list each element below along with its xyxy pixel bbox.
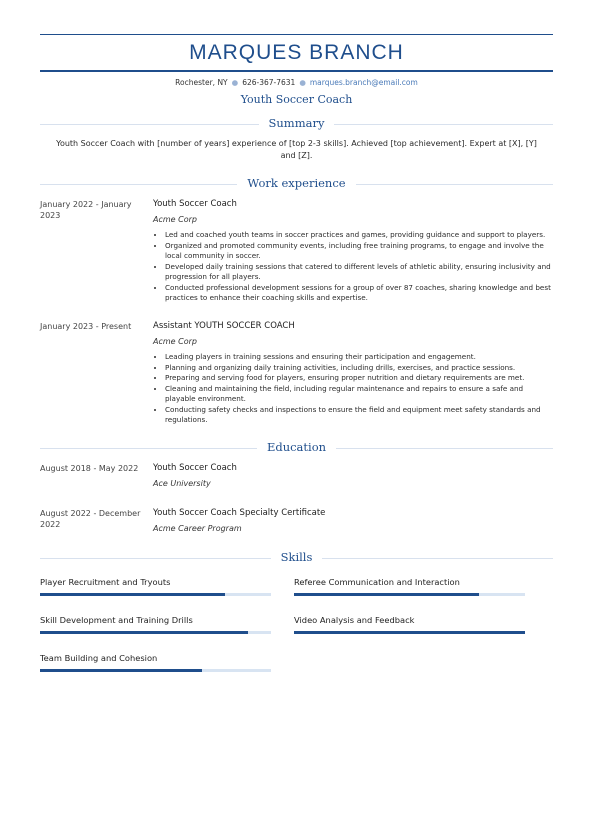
bullet-item: • Led and coached youth teams in soccer practices and games, providing guidance and support to players.	[165, 230, 553, 241]
bullet-item: • Preparing and serving food for players, ensuring proper nutrition and dietary requirements are met.	[165, 373, 553, 384]
entry-date: August 2022 - December 2022	[40, 509, 141, 529]
section-skills	[40, 550, 553, 566]
skill-bar-fill	[294, 631, 525, 634]
skill-item	[40, 615, 271, 634]
skill-item	[40, 577, 271, 596]
entry-title: Assistant YOUTH SOCCER COACH	[153, 321, 295, 331]
skill-bar-fill	[40, 593, 225, 596]
summary-text: Youth Soccer Coach with [number of years] experience of [top 2-3 skills]. Achieved [top achievement]. Expert at [X], [Y] and [Z].	[56, 139, 537, 160]
skill-name: Skill Development and Training Drills	[40, 615, 193, 625]
bullet-item: • Organized and promoted community events, including free training programs, to engage and involve the local community in soccer.	[165, 241, 553, 262]
skill-item	[40, 653, 271, 672]
entry-org: Acme Corp	[153, 215, 197, 224]
top-rule	[40, 34, 553, 35]
headline: Youth Soccer Coach	[240, 93, 353, 106]
section-title: Education	[257, 440, 336, 454]
skill-bar	[40, 631, 271, 634]
bullet-item: • Cleaning and maintaining the field, including regular maintenance and repairs to ensure a safe and playable environment.	[165, 384, 553, 405]
section-title: Summary	[259, 116, 335, 130]
skill-bar	[40, 669, 271, 672]
skill-name: Team Building and Cohesion	[40, 653, 158, 663]
entry-org: Acme Career Program	[153, 524, 242, 533]
skill-bar	[294, 631, 525, 634]
skill-name: Video Analysis and Feedback	[294, 615, 415, 625]
separator-dot: ●	[299, 78, 306, 87]
skill-item	[294, 615, 525, 634]
bullet-list	[153, 230, 553, 304]
bullet-list	[153, 352, 553, 426]
entry-org: Ace University	[153, 479, 211, 488]
section-title: Work experience	[237, 176, 355, 190]
skill-bar	[40, 593, 271, 596]
skill-name: Referee Communication and Interaction	[294, 577, 460, 587]
section-education	[40, 440, 553, 456]
bullet-item: • Leading players in training sessions and ensuring their participation and engagement.	[165, 352, 553, 363]
location: Rochester, NY	[175, 78, 228, 87]
skill-bar-fill	[294, 593, 479, 596]
bullet-item: • Conducting safety checks and inspections to ensure the field and equipment meet safety standards and regulations.	[165, 405, 553, 426]
entry-org: Acme Corp	[153, 337, 197, 346]
section-summary	[40, 116, 553, 132]
bullet-item: • Conducted professional development sessions for a group of over 87 coaches, sharing knowledge and best practices to enhance their coaching skills and expertise.	[165, 283, 553, 304]
name-rule	[40, 70, 553, 72]
bullet-item: • Planning and organizing daily training activities, including drills, exercises, and practice sessions.	[165, 363, 553, 374]
phone: 626-367-7631	[242, 78, 296, 87]
skill-bar-fill	[40, 631, 248, 634]
skill-bar	[294, 593, 525, 596]
email-link[interactable]: marques.branch@email.com	[309, 78, 418, 87]
section-title: Skills	[271, 550, 323, 564]
skill-item	[294, 577, 525, 596]
entry-title: Youth Soccer Coach	[153, 463, 237, 473]
entry-title: Youth Soccer Coach	[153, 199, 237, 209]
contact-line	[40, 78, 553, 87]
separator-dot: ●	[231, 78, 239, 87]
entry-date: January 2023 - Present	[40, 322, 132, 331]
entry-title: Youth Soccer Coach Specialty Certificate	[153, 508, 326, 518]
entry-date: August 2018 - May 2022	[40, 464, 139, 473]
candidate-name: MARQUES BRANCH	[189, 41, 404, 64]
entry-date: January 2022 - January 2023	[40, 200, 132, 220]
bullet-item: • Developed daily training sessions that catered to different levels of athletic ability, ensuring inclusivity and progression for all players.	[165, 262, 553, 283]
skill-name: Player Recruitment and Tryouts	[40, 577, 171, 587]
section-experience	[40, 176, 553, 192]
skill-bar-fill	[40, 669, 202, 672]
